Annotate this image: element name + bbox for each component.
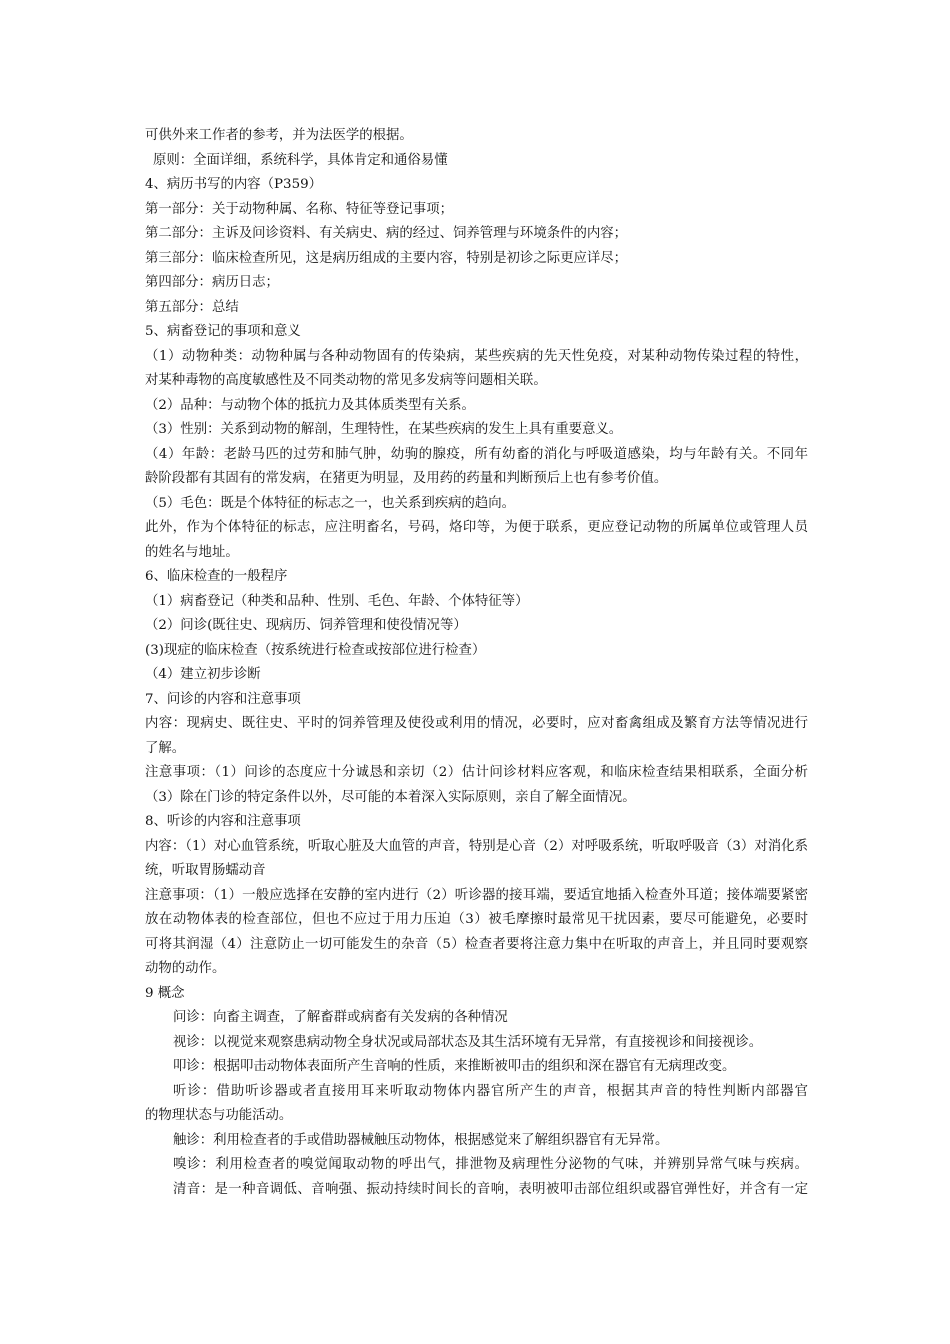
text-line: 原则：全面详细，系统科学，具体肯定和通俗易懂 [153, 152, 448, 168]
text-line: 对某种毒物的高度敏感性及不同类动物的常见多发病等问题相关联。 [145, 373, 547, 388]
text-line: 7、问诊的内容和注意事项 [145, 691, 301, 707]
text-line: 5、病畜登记的事项和意义 [145, 324, 301, 339]
text-line: 的姓名与地址。 [145, 544, 239, 560]
text-line: 第一部分：关于动物种属、名称、特征等登记事项； [145, 201, 453, 217]
text-line: 8、听诊的内容和注意事项 [145, 814, 301, 829]
text-line: 放在动物体表的检查部位，但也不应过于用力压迫（3）被毛摩擦时最常见干扰因素，要尽可能避免，必要时 [145, 912, 808, 927]
text-line: (3)现症的临床检查（按系统进行检查或按部位进行检查） [145, 642, 486, 658]
text-line: 4、病历书写的内容（P359） [145, 177, 322, 192]
text-line: （1）动物种类：动物种属与各种动物固有的传染病，某些疾病的先天性免疫，对某种动物传染过程的特性， [145, 348, 808, 364]
text-line: 嗅诊：利用检查者的嗅觉闻取动物的呼出气，排泄物及病理性分泌物的气味，并辨别异常气味与疾病。 [173, 1157, 808, 1172]
text-line: （4）建立初步诊断 [145, 667, 261, 682]
text-line: 可将其润湿（4）注意防止一切可能发生的杂音（5）检查者要将注意力集中在听取的声音上，并且同时要观察 [145, 936, 808, 952]
text-line: （2）问诊(既往史、现病历、饲养管理和使役情况等） [145, 618, 467, 633]
text-line: 触诊：利用检查者的手或借助器械触压动物体，根据感觉来了解组织器官有无异常。 [173, 1132, 669, 1148]
text-line: （2）品种：与动物个体的抵抗力及其体质类型有关系。 [145, 397, 475, 413]
text-line: 第五部分：总结 [145, 299, 239, 315]
text-line: 视诊：以视觉来观察患病动物全身状况或局部状态及其生活环境有无异常，有直接视诊和间接视诊。 [173, 1034, 763, 1050]
text-line: 内容：现病史、既往史、平时的饲养管理及使役或利用的情况，必要时，应对畜禽组成及繁育方法等情况进行 [145, 716, 808, 731]
text-line: 注意事项：（1）一般应选择在安静的室内进行（2）听诊器的接耳端，要适宜地插入检查外耳道；接体端要紧密 [145, 887, 808, 903]
text-line: 了解。 [145, 740, 186, 756]
text-line: 动物的动作。 [145, 961, 226, 976]
text-line: 此外，作为个体特征的标志，应注明畜名，号码，烙印等，为便于联系，更应登记动物的所属单位或管理人员 [145, 520, 808, 535]
text-line: 听诊：借助听诊器或者直接用耳来听取动物体内器官所产生的声音，根据其声音的特性判断内部器官 [173, 1083, 808, 1099]
text-line: （3）除在门诊的特定条件以外，尽可能的本着深入实际原则，亲自了解全面情况。 [145, 789, 636, 805]
text-line: 第三部分：临床检查所见，这是病历组成的主要内容，特别是初诊之际更应详尽； [145, 250, 628, 266]
text-line: 清音：是一种音调低、音响强、振动持续时间长的音响，表明被叩击部位组织或器官弹性好，并含有一定 [173, 1181, 808, 1197]
text-line: （1）病畜登记（种类和品种、性别、毛色、年龄、个体特征等） [145, 593, 529, 609]
text-line: 统，听取胃肠蠕动音 [145, 863, 266, 878]
text-line: 注意事项：（1）问诊的态度应十分诚恳和亲切（2）估计问诊材料应客观，和临床检查结果相联系，全面分析 [145, 765, 808, 780]
text-line: 龄阶段都有其固有的常发病，在猪更为明显，及用药的药量和判断预后上也有参考价值。 [145, 471, 668, 486]
text-line: 的物理状态与功能活动。 [145, 1108, 293, 1123]
text-line: 叩诊：根据叩击动物体表面所产生音响的性质，来推断被叩击的组织和深在器官有无病理改变。 [173, 1059, 736, 1074]
text-line: （4）年龄：老龄马匹的过劳和肺气肿，幼驹的腺疫，所有幼畜的消化与呼吸道感染，均与年龄有关。不同年 [145, 446, 808, 462]
text-line: 第二部分：主诉及问诊资料、有关病史、病的经过、饲养管理与环境条件的内容； [145, 226, 628, 241]
text-line: 内容：（1）对心血管系统，听取心脏及大血管的声音，特别是心音（2）对呼吸系统，听取呼吸音（3）对消化系 [145, 838, 808, 854]
text-line: 问诊：向畜主调查，了解畜群或病畜有关发病的各种情况 [173, 1010, 508, 1025]
text-line: 6、临床检查的一般程序 [145, 569, 288, 584]
document-page [145, 124, 808, 1202]
text-line: 可供外来工作者的参考，并为法医学的根据。 [145, 128, 413, 143]
text-line: （3）性别：关系到动物的解剖，生理特性，在某些疾病的发生上具有重要意义。 [145, 422, 623, 437]
text-line: 第四部分：病历日志； [145, 275, 279, 290]
text-line: （5）毛色：既是个体特征的标志之一，也关系到疾病的趋向。 [145, 495, 516, 511]
text-line: 9 概念 [145, 985, 185, 1001]
